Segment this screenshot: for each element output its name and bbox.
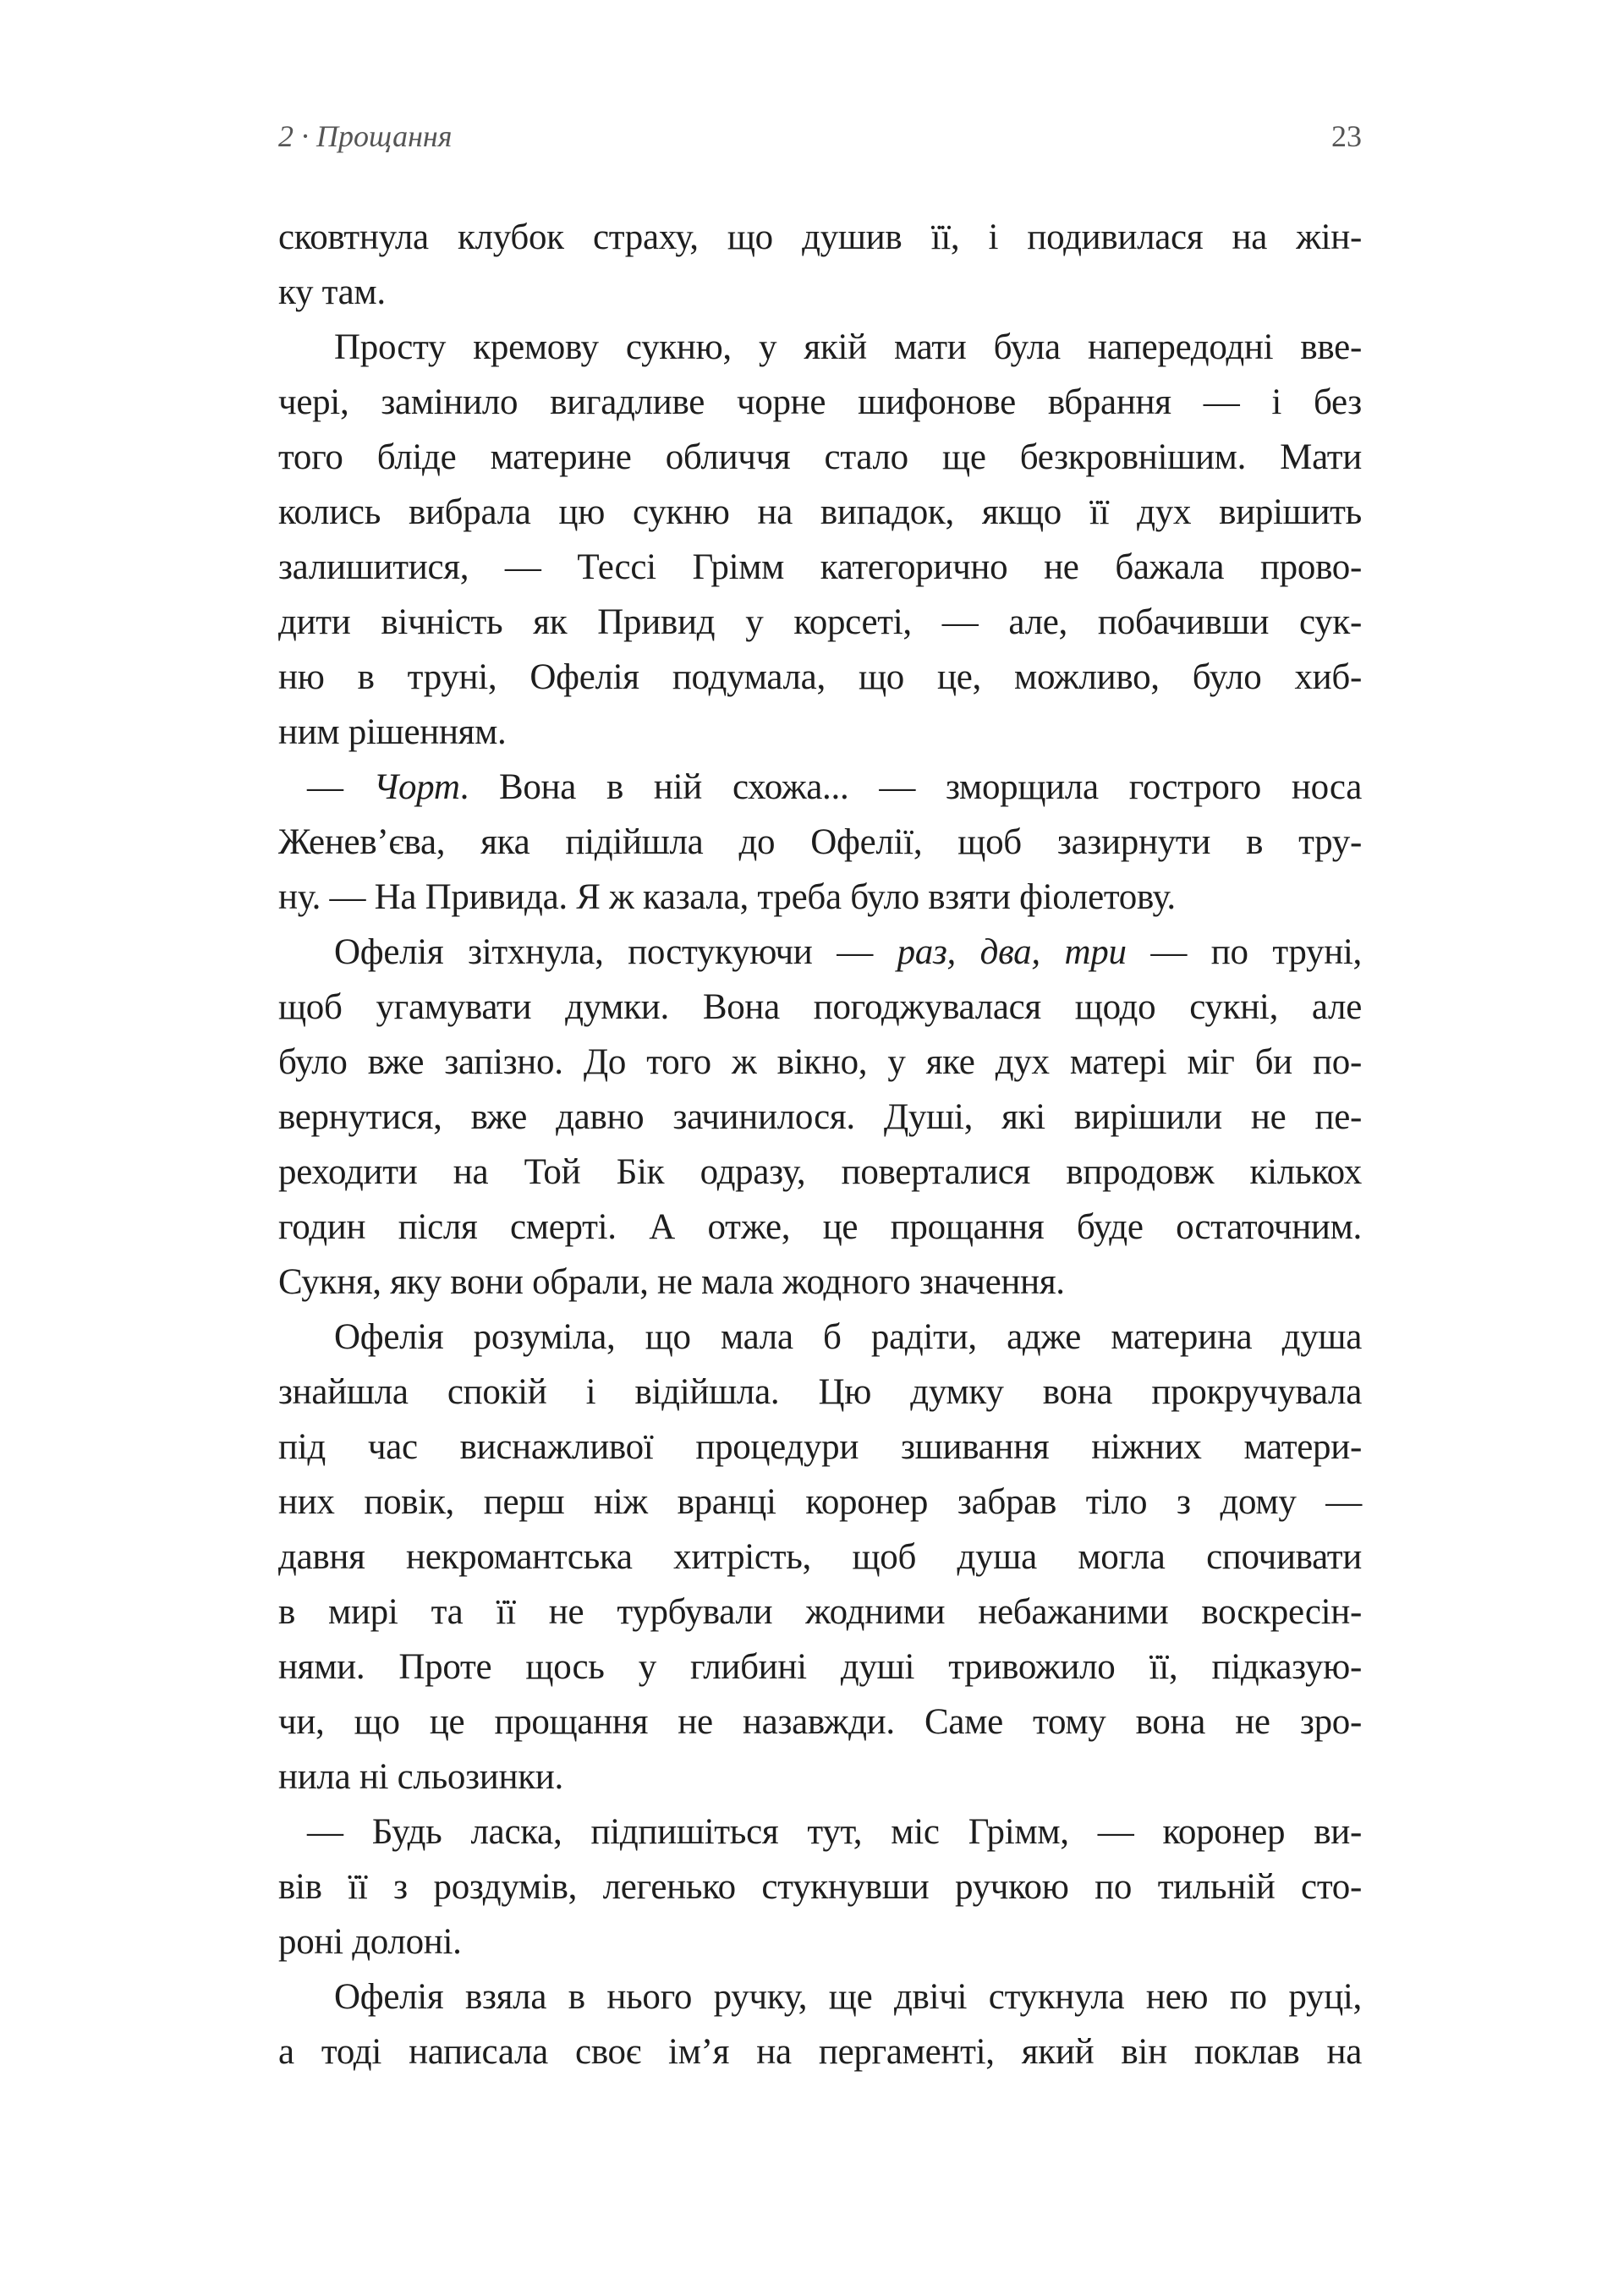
text-segment: — по труні, xyxy=(1126,932,1363,972)
text-line xyxy=(278,1969,1362,2024)
text-segment: реходити на Той Бік одразу, поверталися впродовж кількох xyxy=(278,1152,1362,1192)
text-line xyxy=(278,1255,1362,1310)
text-segment: них повік, перш ніж вранці коронер забрав тіло з дому — xyxy=(278,1482,1362,1522)
text-segment: годин після смерті. А отже, це прощання буде остаточним. xyxy=(278,1207,1362,1247)
text-line xyxy=(278,705,1362,760)
text-segment: чи, що це прощання не назавжди. Саме тому вона не зро- xyxy=(278,1702,1362,1742)
text-segment: того бліде материне обличчя стало ще безкровнішим. Мати xyxy=(278,437,1362,477)
text-line xyxy=(278,375,1362,430)
text-segment: вів її з роздумів, легенько стукнувши ручкою по тильній сто- xyxy=(278,1867,1362,1907)
text-segment: Офелія розуміла, що мала б радіти, адже материна душа xyxy=(334,1317,1362,1357)
text-segment: ним рішенням. xyxy=(278,712,507,752)
text-line xyxy=(278,210,1362,265)
text-segment: ню в труні, Офелія подумала, що це, можливо, було хиб- xyxy=(278,657,1362,697)
text-segment: було вже запізно. До того ж вікно, у яке дух матері міг би по- xyxy=(278,1042,1362,1082)
text-segment: Сукня, яку вони обрали, не мала жодного значення. xyxy=(278,1262,1065,1302)
text-line xyxy=(278,265,1362,320)
text-line xyxy=(278,870,1362,925)
text-line xyxy=(278,1365,1362,1420)
text-line xyxy=(278,1420,1362,1475)
text-segment: нями. Проте щось у глибині душі тривожило її, підказую- xyxy=(278,1647,1362,1687)
text-segment: давня некромантська хитрість, щоб душа могла спочивати xyxy=(278,1537,1362,1577)
text-line xyxy=(278,1530,1362,1585)
text-line xyxy=(278,1585,1362,1640)
text-line xyxy=(278,650,1362,705)
text-line xyxy=(278,1804,1362,1859)
text-segment: ку там. xyxy=(278,272,386,312)
text-segment: — Будь ласка, підпишіться тут, міс Грімм, — коронер ви- xyxy=(307,1812,1362,1852)
chapter-title: 2 · Прощання xyxy=(278,119,453,153)
italic-text: раз, два, три xyxy=(897,932,1127,972)
running-header xyxy=(278,118,1362,161)
text-line xyxy=(278,540,1362,595)
text-line xyxy=(278,1859,1362,1914)
text-segment: колись вибрала цю сукню на випадок, якщо її дух вирішить xyxy=(278,492,1362,532)
text-segment: знайшла спокій і відійшла. Цю думку вона прокручувала xyxy=(278,1372,1362,1412)
text-segment: — xyxy=(307,767,374,807)
text-segment: нила ні сльозинки. xyxy=(278,1757,563,1797)
text-segment: сковтнула клубок страху, що душив її, і подивилася на жін- xyxy=(278,217,1362,257)
text-segment: залишитися, — Тессі Грімм категорично не бажала прово- xyxy=(278,547,1362,587)
text-line xyxy=(278,925,1362,980)
body-text xyxy=(278,210,1362,2079)
text-line xyxy=(278,1035,1362,1090)
text-segment: Женев’єва, яка підійшла до Офелії, щоб зазирнути в тру- xyxy=(278,822,1362,862)
page-number: 23 xyxy=(1331,119,1362,153)
text-line xyxy=(278,2024,1362,2079)
text-line xyxy=(278,595,1362,650)
text-segment: Офелія взяла в нього ручку, ще двічі стукнула нею по руці, xyxy=(334,1977,1362,2017)
text-line xyxy=(278,320,1362,375)
text-line xyxy=(278,485,1362,540)
text-segment: Офелія зітхнула, постукуючи — xyxy=(334,932,897,972)
text-segment: чері, замінило вигадливе чорне шифонове вбрання — і без xyxy=(278,382,1362,422)
text-line xyxy=(278,1310,1362,1365)
text-line xyxy=(278,1090,1362,1145)
text-segment: в мирі та її не турбували жодними небажаними воскресін- xyxy=(278,1592,1362,1632)
text-segment: вернутися, вже давно зачинилося. Душі, які вирішили не пе- xyxy=(278,1097,1362,1137)
text-line xyxy=(278,760,1362,815)
text-segment: роні долоні. xyxy=(278,1922,462,1962)
text-segment: Просту кремову сукню, у якій мати була напередодні вве- xyxy=(334,327,1362,367)
text-line xyxy=(278,980,1362,1035)
text-segment: ну. — На Привида. Я ж казала, треба було взяти фіолетову. xyxy=(278,877,1176,917)
text-segment: а тоді написала своє ім’я на пергаменті, який він поклав на xyxy=(278,2032,1362,2072)
text-line xyxy=(278,815,1362,870)
text-line xyxy=(278,1200,1362,1255)
text-line xyxy=(278,1914,1362,1969)
text-segment: дити вічність як Привид у корсеті, — але, побачивши сук- xyxy=(278,602,1362,642)
text-segment: . Вона в ній схожа... — зморщила гострого носа xyxy=(459,767,1363,807)
text-segment: під час виснажливої процедури зшивання ніжних матери- xyxy=(278,1427,1362,1467)
text-segment: щоб угамувати думки. Вона погоджувалася щодо сукні, але xyxy=(278,987,1362,1027)
text-line xyxy=(278,1695,1362,1749)
text-line xyxy=(278,1475,1362,1530)
text-line xyxy=(278,1145,1362,1200)
text-line xyxy=(278,1749,1362,1804)
italic-text: Чорт xyxy=(373,767,460,807)
text-line xyxy=(278,1640,1362,1695)
text-line xyxy=(278,430,1362,485)
